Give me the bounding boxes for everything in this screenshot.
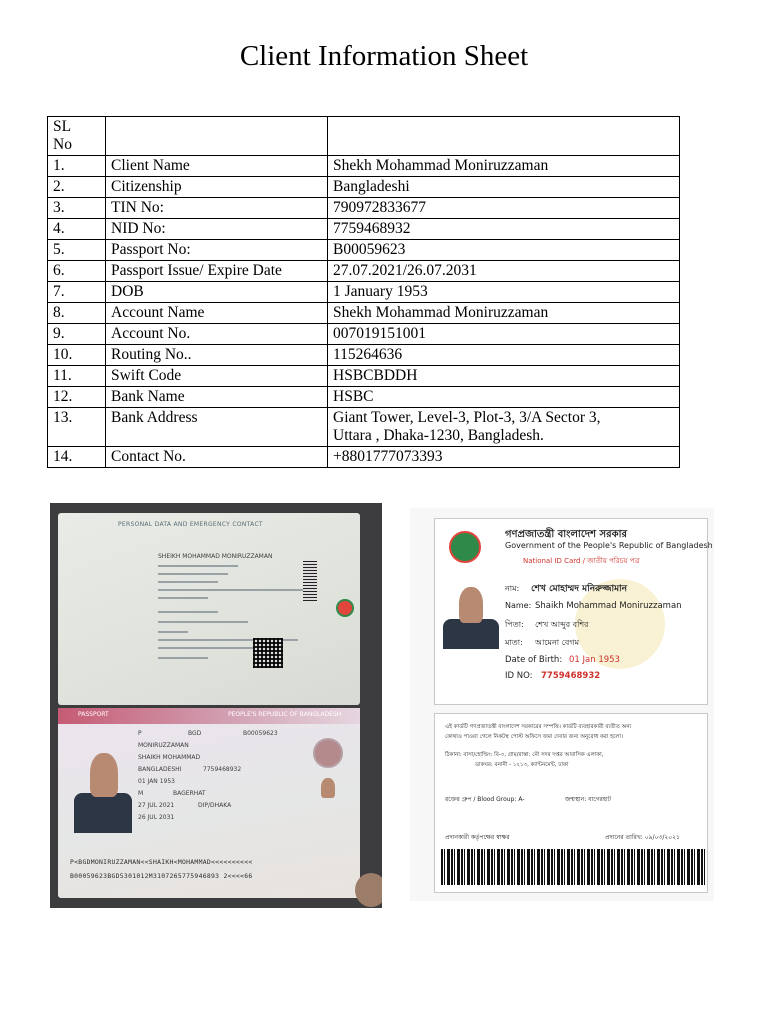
row-field: Account Name <box>106 303 328 324</box>
barcode-icon <box>303 561 317 601</box>
passport-issue: 27 JUL 2021 <box>138 802 175 809</box>
nid-barcode-icon <box>441 849 705 885</box>
row-sl: 6. <box>48 261 106 282</box>
nid-mother: আমেনা বেগম <box>535 638 580 647</box>
passport-mrz-line1: P<BGDMONIRUZZAMAN<<SHAIKH<MOHAMMAD<<<<<<<<<< <box>70 858 253 866</box>
row-value: HSBC <box>328 387 680 408</box>
row-field: Citizenship <box>106 177 328 198</box>
nid-name: Shaikh Mohammad Moniruzzaman <box>535 601 682 611</box>
row-sl: 2. <box>48 177 106 198</box>
header-cell-value <box>328 117 680 156</box>
row-value: HSBCBDDH <box>328 366 680 387</box>
row-field: Routing No.. <box>106 345 328 366</box>
nid-id: 7759468932 <box>541 671 601 681</box>
row-value: 7759468932 <box>328 219 680 240</box>
bangladesh-emblem-icon <box>336 599 354 617</box>
nid-issuer: প্রদানকারী কর্তৃপক্ষের স্বাক্ষর <box>445 834 510 841</box>
nid-back-line2: কোথাও পাওয়া গেলে নিকটস্থ পোস্ট অফিসে জমা দেবার জন্য অনুরোধ করা হলো। <box>445 734 623 740</box>
row-sl: 13. <box>48 408 106 447</box>
passport-country-header: PEOPLE'S REPUBLIC OF BANGLADESH <box>228 711 342 718</box>
table-row <box>48 177 680 198</box>
row-sl: 14. <box>48 447 106 468</box>
row-field: Passport No: <box>106 240 328 261</box>
row-value: 115264636 <box>328 345 680 366</box>
row-field: Contact No. <box>106 447 328 468</box>
passport-upper-name: SHEIKH MOHAMMAD MONIRUZZAMAN <box>158 553 273 560</box>
row-field: Account No. <box>106 324 328 345</box>
row-field: TIN No: <box>106 198 328 219</box>
passport-number: B00059623 <box>243 730 278 737</box>
nid-mother-label: মাতা: <box>505 638 523 647</box>
row-sl: 8. <box>48 303 106 324</box>
nid-father-label: পিতা: <box>505 620 524 629</box>
row-field: NID No: <box>106 219 328 240</box>
nid-gov-en: Government of the People's Republic of Bangladesh <box>505 541 713 550</box>
passport-type: P <box>138 730 142 737</box>
row-sl: 5. <box>48 240 106 261</box>
passport-code: BGD <box>188 730 202 737</box>
nid-name-bn-label: নাম: <box>505 584 520 593</box>
row-sl: 10. <box>48 345 106 366</box>
row-field: DOB <box>106 282 328 303</box>
page-title: Client Information Sheet <box>239 40 529 72</box>
table-row <box>48 198 680 219</box>
row-field: Swift Code <box>106 366 328 387</box>
table-row <box>48 447 680 468</box>
nid-dob: 01 Jan 1953 <box>569 655 620 665</box>
table-row <box>48 324 680 345</box>
nid-card-photo <box>410 508 714 901</box>
passport-authority: DIP/DHAKA <box>198 802 232 809</box>
header-cell-field <box>106 117 328 156</box>
nid-issue-date: প্রদানের তারিখ: ০৯/০৩/২০২১ <box>605 834 680 841</box>
table-row <box>48 387 680 408</box>
table-row <box>48 282 680 303</box>
passport-personal-no: 7759468932 <box>203 766 242 773</box>
passport-seal-icon <box>313 738 343 768</box>
row-value: B00059623 <box>328 240 680 261</box>
row-field: Bank Address <box>106 408 328 447</box>
passport-mrz-line2: B00059623BGD5301012M3107265775946893 2<<<<66 <box>70 872 253 880</box>
table-row <box>48 366 680 387</box>
row-value: Giant Tower, Level-3, Plot-3, 3/A Sector 3, Uttara , Dhaka-1230, Bangladesh. <box>328 408 680 447</box>
nid-back <box>434 713 708 893</box>
nid-gov-bn: গণপ্রজাতন্ত্রী বাংলাদেশ সরকার <box>505 529 627 540</box>
row-value: +8801777073393 <box>328 447 680 468</box>
nid-birthplace: জন্মস্থান: বাগেরহাট <box>565 796 612 803</box>
passport-expiry: 26 JUL 2031 <box>138 814 175 821</box>
table-header-row <box>48 117 680 156</box>
thumb <box>355 873 382 907</box>
row-value: 1 January 1953 <box>328 282 680 303</box>
table-row <box>48 303 680 324</box>
passport-sex: M <box>138 790 144 797</box>
row-value: Bangladeshi <box>328 177 680 198</box>
nid-back-line1: এই কার্ডটি গণপ্রজাতন্ত্রী বাংলাদেশ সরকারের সম্পত্তি। কার্ডটি ব্যবহারকারী ব্যতীত অন্য <box>445 724 632 730</box>
nid-id-label: ID NO: <box>505 671 533 681</box>
passport-photo <box>50 503 382 908</box>
nid-name-label: Name: <box>505 601 532 610</box>
row-value: Shekh Mohammad Moniruzzaman <box>328 303 680 324</box>
row-sl: 12. <box>48 387 106 408</box>
nid-front <box>434 518 713 705</box>
table-row <box>48 345 680 366</box>
row-sl: 7. <box>48 282 106 303</box>
row-field: Bank Name <box>106 387 328 408</box>
row-sl: 9. <box>48 324 106 345</box>
passport-bio-page <box>58 708 360 898</box>
passport-portrait <box>74 793 132 833</box>
row-value: 790972833677 <box>328 198 680 219</box>
nid-dob-label: Date of Birth: <box>505 655 563 665</box>
passport-label: PASSPORT <box>78 711 109 718</box>
table-row <box>48 240 680 261</box>
qr-code-icon <box>253 638 283 668</box>
nid-portrait <box>443 619 499 649</box>
row-value: Shekh Mohammad Moniruzzaman <box>328 156 680 177</box>
row-sl: 3. <box>48 198 106 219</box>
table-row <box>48 219 680 240</box>
nid-address2: ডাকঘর: বনানী - ১২১৩, ক্যান্টনমেন্ট, ঢাকা <box>475 762 569 768</box>
passport-data-page <box>58 513 360 705</box>
passport-nationality: BANGLADESHI <box>138 766 182 773</box>
header-sl-text: SL No <box>53 118 72 153</box>
row-field: Client Name <box>106 156 328 177</box>
client-info-table <box>47 116 680 468</box>
nid-father: শেখ আব্দুর বশির <box>535 620 589 629</box>
table-row <box>48 156 680 177</box>
row-value: 27.07.2021/26.07.2031 <box>328 261 680 282</box>
passport-dob: 01 JAN 1953 <box>138 778 175 785</box>
passport-place: BAGERHAT <box>173 790 206 797</box>
gov-emblem-icon <box>449 531 481 563</box>
nid-blood-group: রক্তের গ্রুপ / Blood Group: A- <box>445 796 525 803</box>
row-sl: 1. <box>48 156 106 177</box>
passport-upper-header: PERSONAL DATA AND EMERGENCY CONTACT <box>118 521 263 528</box>
passport-given-name: SHAIKH MOHAMMAD <box>138 754 201 761</box>
nid-address: ঠিকানা: বাসা/হোল্ডিং: বি-৩, গ্রাম/রাস্তা: নৌ সদর দপ্তর আবাসিক এলাকা, <box>445 752 604 758</box>
passport-surname: MONIRUZZAMAN <box>138 742 189 749</box>
nid-card-type: National ID Card / জাতীয় পরিচয় পত্র <box>523 557 640 565</box>
nid-name-bn: শেখ মোহাম্মদ মনিরুজ্জামান <box>531 584 628 594</box>
row-sl: 4. <box>48 219 106 240</box>
table-row <box>48 261 680 282</box>
table-row <box>48 408 680 447</box>
row-sl: 11. <box>48 366 106 387</box>
row-field: Passport Issue/ Expire Date <box>106 261 328 282</box>
header-cell-sl <box>48 117 106 156</box>
row-value: 007019151001 <box>328 324 680 345</box>
